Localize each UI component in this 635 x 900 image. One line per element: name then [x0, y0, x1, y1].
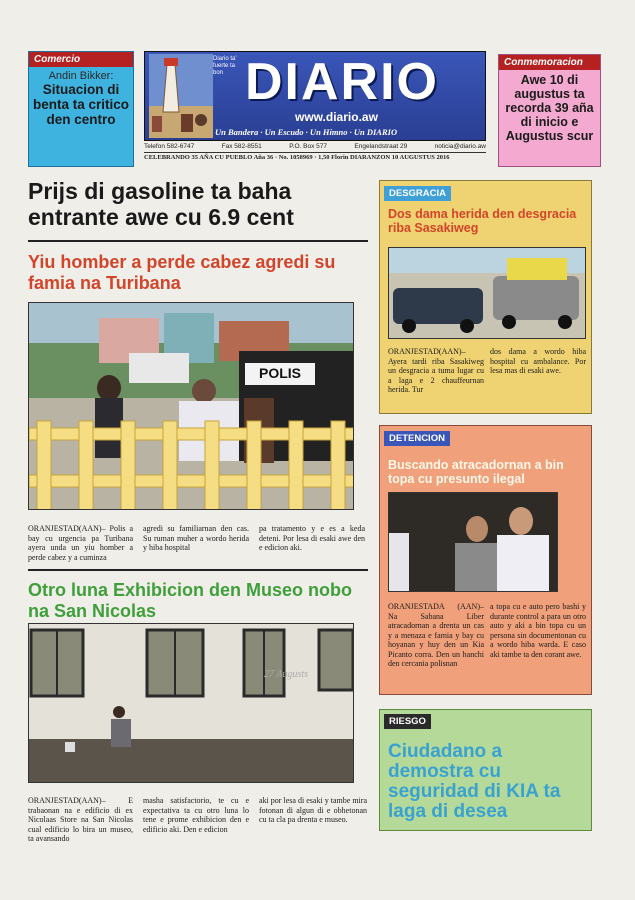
story3-tag: DESGRACIA	[384, 186, 451, 201]
contact-fax: Fax 582-8551	[221, 143, 262, 150]
story1-polis-sign: POLIS	[258, 365, 301, 381]
lighthouse-illustration	[149, 54, 213, 138]
contact-email[interactable]: noticia@diario.aw	[434, 143, 486, 150]
story4-col1: ORANJESTADA (AAN)– Na Sabana Liber atracadornan a drenta un cas y a menaza e famia y bay cu hoyanan y huy den un Kia Picanto corra. Den un hanchi den cercania polisnan	[388, 602, 484, 668]
masthead-logo-box[interactable]	[144, 51, 486, 141]
main-headline-rule	[28, 240, 368, 242]
story4-col2: a topa cu e auto pero bashi y durante control a para un otro auto y aki a bin topa cu un persona sin documentonan cu a wordo hiba warda. E caso aki tambe ta den corant awe.	[490, 602, 586, 659]
teaser-left[interactable]	[28, 51, 134, 167]
story1-headline[interactable]: Yiu homber a perde cabez agredi su famia na Turibana	[28, 252, 336, 293]
story4-headline: Buscando atracadornan a bin topa cu presunto ilegal	[388, 458, 564, 486]
story3-photo-illustration	[389, 248, 586, 339]
story1-photo[interactable]	[28, 302, 354, 510]
masthead-slogan: Un Bandera · Un Escudo · Un Himno · Un DIARIO	[215, 127, 398, 137]
teaser-right-tag: Conmemoracion	[499, 55, 600, 70]
story2-photo-sign: 27 Augusts	[264, 669, 308, 680]
contact-telefon: Telefon 582-6747	[144, 143, 195, 150]
story1-col3: pa tratamento y e es a keda deteni. Por lesa di esaki awe den e edicion aki.	[259, 524, 365, 552]
story4-box[interactable]	[379, 425, 592, 695]
contact-box: P.O. Box 577	[289, 143, 328, 150]
story3-box[interactable]	[379, 180, 592, 414]
story1-photo-illustration	[29, 303, 354, 510]
story5-tag: RIESGO	[384, 714, 431, 729]
story4-tag: DETENCION	[384, 431, 450, 446]
story2-col1: ORANJESTAD(AAN)– E trabaonan na e edificio di ex Nicolaas Store na San Nicolas cual edificio lo bira un museo, ta avansando	[28, 796, 133, 843]
teaser-right-text: Awe 10 di augustus ta recorda 39 aña di inicio e Augustus scur	[505, 73, 594, 143]
story5-box[interactable]	[379, 709, 592, 831]
teaser-right[interactable]	[498, 54, 601, 167]
logo-blurb: Diario ta’ fuerte ta bon	[213, 56, 237, 76]
contact-address: Engelandstraat 29	[354, 143, 408, 150]
story1-col1: ORANJESTAD(AAN)– Polis a bay cu urgencia pa Turibana ayera unda un yiu homber a perde cabez y a cuminza	[28, 524, 133, 562]
teaser-left-tag: Comercio	[29, 52, 133, 67]
story1-rule	[28, 569, 368, 571]
story2-col3: aki por lesa di esaki y tambe mira fotonan di algun di e obhetonan cu ta cla pa drenta e museo.	[259, 796, 367, 824]
teaser-left-person: Andin Bikker:	[48, 70, 114, 82]
teaser-left-text: Situacion di benta ta critico den centro	[32, 82, 130, 127]
masthead-url[interactable]: www.diario.aw	[295, 110, 378, 124]
story3-col1: ORANJESTAD(AAN)– Ayera tardi riba Sasakiweg un desgracia a tuma lugar cu a laga e 2 chauffeurnan herida. Tur	[388, 347, 484, 394]
story5-headline: Ciudadano a demostra cu seguridad di KIA ta laga di desea	[388, 741, 561, 822]
masthead-logo: DIARIO	[245, 53, 439, 111]
story3-photo	[388, 247, 586, 339]
story2-photo[interactable]	[28, 623, 354, 783]
story2-photo-illustration	[29, 624, 354, 783]
masthead-edition: CELEBRANDO 35 AÑA CU PUEBLO Aña 36 · No. 1058969 · 1,50 Florin DIARANZON 10 AUGUSTUS 2016	[144, 154, 450, 161]
masthead-divider	[144, 152, 486, 153]
story1-col2: agredi su familiarnan den cas. Su ruman muher a wordo herida y hiba hospital	[143, 524, 249, 552]
story4-photo-illustration	[389, 493, 558, 592]
main-headline[interactable]: Prijs di gasoline ta baha entrante awe cu 6.9 cent	[28, 178, 294, 230]
story3-col2: dos dama a wordo hiba hospital cu ambalance. Por lesa mas di esaki awe.	[490, 347, 586, 375]
story2-col2: masha satisfactorio, te cu e expectativa ta cu otro luna lo tene e prome exhibicion den e edificio aki. Den e edicion	[143, 796, 249, 834]
masthead-contact	[144, 143, 486, 150]
story2-headline[interactable]: Otro luna Exhibicion den Museo nobo na San Nicolas	[28, 580, 352, 621]
story3-headline: Dos dama herida den desgracia riba Sasakiweg	[388, 207, 577, 235]
story4-photo	[388, 492, 558, 592]
